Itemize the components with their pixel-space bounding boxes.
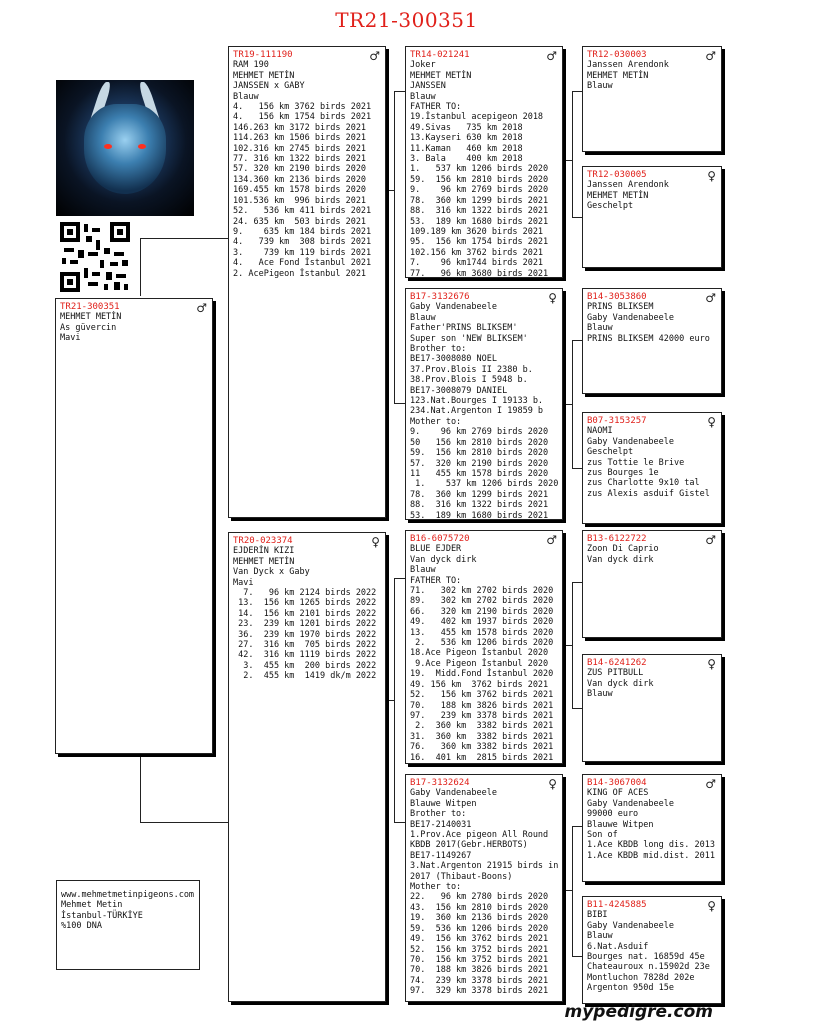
detail-line: Brother to:	[410, 344, 467, 355]
detail-line: 169.455 km 1578 birds 2020	[233, 185, 367, 196]
female-sex-icon: ♀	[707, 415, 716, 429]
detail-line: BE17-1149267	[410, 850, 472, 861]
detail-line: JANSSEN	[410, 81, 446, 92]
detail-line: 70. 188 km 3826 birds 2021	[410, 965, 549, 976]
detail-line: 19. Midd.Fond İstanbul 2020	[410, 669, 554, 680]
female-sex-icon: ♀	[371, 535, 380, 549]
detail-line: 53. 189 km 1680 birds 2021	[410, 216, 549, 227]
detail-line: 49. 402 km 1937 birds 2020	[410, 617, 554, 628]
detail-line: PRINS BLIKSEM	[587, 302, 654, 313]
detail-line: Mother to:	[410, 416, 462, 427]
detail-line: Blauwe Witpen	[410, 798, 477, 809]
detail-line: Blauw	[410, 312, 436, 323]
detail-line: 6.Nat.Asduif	[587, 941, 649, 952]
gen3-pigeon-card[interactable]	[582, 530, 722, 638]
detail-line: Janssen Arendonk	[587, 180, 669, 191]
male-sex-icon: ♂	[705, 291, 716, 305]
detail-line: 3. Bala 400 km 2018	[410, 154, 523, 165]
detail-line: Blauwe Witpen	[587, 819, 654, 830]
gen2-pigeon-card[interactable]	[405, 530, 563, 764]
connector-line	[572, 468, 582, 469]
detail-line: 49.Sivas 735 km 2018	[410, 122, 523, 133]
detail-line: 19.İstanbul acepigeon 2018	[410, 112, 544, 123]
detail-line: 2. 360 km 3382 birds 2021	[410, 721, 554, 732]
connector-line	[140, 238, 141, 296]
ring-number: B13-6122722	[587, 534, 647, 544]
detail-line: Gaby Vandenabeele	[410, 302, 497, 313]
detail-line: Argenton 950d 15e	[587, 983, 674, 994]
connector-line	[564, 890, 573, 891]
detail-line: Mother to:	[410, 882, 462, 893]
detail-line: Mavi	[60, 333, 81, 344]
detail-line: 99000 euro	[587, 809, 639, 820]
detail-line: KING OF ACES	[587, 788, 649, 799]
owner-dna: %100 DNA	[61, 921, 102, 932]
detail-line: Super son 'NEW BLIKSEM'	[410, 333, 528, 344]
detail-line: Blauw	[410, 565, 436, 576]
detail-line: Father'PRINS BLIKSEM'	[410, 323, 518, 334]
detail-line: 71. 302 km 2702 birds 2020	[410, 586, 554, 597]
ring-number: B17-3132676	[410, 292, 470, 302]
connector-line	[564, 160, 573, 161]
ring-number: TR14-021241	[410, 50, 470, 60]
detail-line: 2. AcePigeon İstanbul 2021	[233, 268, 367, 279]
detail-line: Chateauroux n.15902d 23e	[587, 962, 710, 973]
detail-line: NAOMI	[587, 426, 613, 437]
gen1-pigeon-card[interactable]	[228, 532, 386, 1002]
detail-line: MEHMET METİN	[233, 70, 295, 81]
female-sex-icon: ♀	[707, 657, 716, 671]
detail-line: 59. 156 km 2810 birds 2020	[410, 448, 549, 459]
detail-line: 27. 316 km 705 birds 2022	[233, 640, 377, 651]
connector-line	[140, 822, 228, 823]
detail-line: 59. 156 km 2810 birds 2020	[410, 174, 549, 185]
detail-line: Bourges nat. 16859d 45e	[587, 952, 705, 963]
detail-line: Mavi	[233, 577, 254, 588]
detail-line: FATHER TO:	[410, 102, 462, 113]
detail-line: 74. 239 km 3378 birds 2021	[410, 975, 549, 986]
ring-number: B14-6241262	[587, 658, 647, 668]
gen3-pigeon-card[interactable]	[582, 412, 722, 524]
detail-line: MEHMET METİN	[60, 312, 122, 323]
detail-line: 43. 156 km 2810 birds 2020	[410, 902, 549, 913]
dragon-logo	[56, 80, 194, 216]
owner-location: İstanbul-TÜRKİYE	[61, 910, 143, 921]
detail-line: 38.Prov.Blois I 5948 b.	[410, 375, 528, 386]
owner-name: Mehmet Metin	[61, 900, 123, 911]
detail-line: zus Tottie le Brive	[587, 457, 685, 468]
male-sex-icon: ♂	[705, 49, 716, 63]
detail-line: 146.263 km 3172 birds 2021	[233, 122, 367, 133]
male-sex-icon: ♂	[546, 533, 557, 547]
detail-line: 109.189 km 3620 birds 2021	[410, 226, 544, 237]
ring-number: B16-6075720	[410, 534, 470, 544]
ring-number: TR21-300351	[60, 302, 120, 312]
detail-line: KBDB 2017(Gebr.HERBOTS)	[410, 840, 528, 851]
detail-line: Blauw	[587, 81, 613, 92]
female-sex-icon: ♀	[707, 899, 716, 913]
detail-line: Blauw	[410, 91, 436, 102]
female-sex-icon: ♀	[548, 777, 557, 791]
detail-line: 3. 739 km 119 birds 2021	[233, 247, 372, 258]
detail-line: Gaby Vandenabeele	[410, 788, 497, 799]
gen3-pigeon-card[interactable]	[582, 654, 722, 762]
detail-line: Gaby Vandenabeele	[587, 312, 674, 323]
male-sex-icon: ♂	[369, 49, 380, 63]
pigeon-details	[60, 312, 208, 343]
connector-line	[564, 645, 573, 646]
detail-line: 97. 239 km 3378 birds 2021	[410, 710, 554, 721]
detail-line: 4. Ace Fond İstanbul 2021	[233, 258, 372, 269]
detail-line: 13. 156 km 1265 birds 2022	[233, 598, 377, 609]
detail-line: 23. 239 km 1201 birds 2022	[233, 619, 377, 630]
connector-line	[572, 91, 573, 217]
detail-line: 36. 239 km 1970 birds 2022	[233, 629, 377, 640]
detail-line: BE17-3008080 NOEL	[410, 354, 497, 365]
subject-pigeon-card[interactable]	[55, 298, 213, 754]
detail-line: 31. 360 km 3382 birds 2021	[410, 731, 554, 742]
detail-line: 134.360 km 2136 birds 2020	[233, 174, 367, 185]
detail-line: Gaby Vandenabeele	[587, 436, 674, 447]
detail-line: Gaby Vandenabeele	[587, 920, 674, 931]
detail-line: 70. 188 km 3826 birds 2021	[410, 700, 554, 711]
detail-line: 59. 536 km 1206 birds 2020	[410, 923, 549, 934]
connector-line	[394, 822, 405, 823]
connector-line	[572, 826, 573, 956]
detail-line: Van dyck dirk	[587, 678, 654, 689]
detail-line: 4. 156 km 1754 birds 2021	[233, 112, 372, 123]
detail-line: RAM 190	[233, 60, 269, 71]
detail-line: 2. 455 km 1419 dk/m 2022	[233, 671, 377, 682]
detail-line: 78. 360 km 1299 birds 2021	[410, 489, 549, 500]
detail-line: Blauw	[587, 689, 613, 700]
detail-line: MEHMET METİN	[233, 556, 295, 567]
detail-line: 7. 96 km1744 birds 2021	[410, 258, 544, 269]
detail-line: 53. 189 km 1680 birds 2021	[410, 510, 549, 520]
detail-line: 1. 537 km 1206 birds 2020	[410, 164, 549, 175]
ring-number: TR20-023374	[233, 536, 293, 546]
gen3-pigeon-card[interactable]	[582, 46, 722, 152]
detail-line: 4. 739 km 308 birds 2021	[233, 237, 372, 248]
detail-line: 89. 302 km 2702 birds 2020	[410, 596, 554, 607]
detail-line: 24. 635 km 503 birds 2021	[233, 216, 367, 227]
detail-line: Janssen Arendonk	[587, 60, 669, 71]
detail-line: 49. 156 km 3762 birds 2021	[410, 934, 549, 945]
connector-line	[394, 91, 395, 403]
detail-line: 50 156 km 2810 birds 2020	[410, 437, 549, 448]
detail-line: 42. 316 km 1119 birds 2022	[233, 650, 377, 661]
connector-line	[564, 404, 573, 405]
detail-line: As güvercin	[60, 322, 117, 333]
detail-line: 77. 96 km 3680 birds 2021	[410, 268, 549, 278]
owner-website: www.mehmetmetinpigeons.com	[61, 890, 195, 900]
detail-line: BE17-3008079 DANIEL	[410, 385, 508, 396]
detail-line: 49. 156 km 3762 birds 2021	[410, 679, 549, 690]
detail-line: Geschelpt	[587, 201, 634, 212]
female-sex-icon: ♀	[707, 169, 716, 183]
detail-line: Brother to:	[410, 809, 467, 820]
detail-line: Blauw	[233, 91, 259, 102]
detail-line: Zoon Di Caprio	[587, 544, 659, 555]
detail-line: Montluchon 7828d 202e	[587, 972, 695, 983]
male-sex-icon: ♂	[705, 533, 716, 547]
detail-line: 123.Nat.Bourges I 19133 b.	[410, 396, 544, 407]
detail-line: zus Alexis asduif Gistel	[587, 488, 710, 499]
detail-line: Geschelpt	[587, 447, 634, 458]
gen3-pigeon-card[interactable]	[582, 288, 722, 394]
connector-line	[572, 217, 582, 218]
detail-line: ZUS PITBULL	[587, 668, 644, 679]
connector-line	[394, 403, 405, 404]
detail-line: Blauw	[587, 323, 613, 334]
gen2-pigeon-card[interactable]	[405, 774, 563, 1002]
detail-line: 13. 455 km 1578 birds 2020	[410, 627, 554, 638]
detail-line: 52. 536 km 411 birds 2021	[233, 206, 372, 217]
detail-line: Blauw	[587, 931, 613, 942]
detail-line: Son of	[587, 830, 618, 841]
detail-line: 2017 (Thibaut-Boons)	[410, 871, 513, 882]
detail-line: 234.Nat.Argenton I 19859 b	[410, 406, 544, 417]
qr-code[interactable]	[60, 222, 130, 292]
ring-number: B17-3132624	[410, 778, 470, 788]
connector-line	[572, 956, 582, 957]
footer-brand[interactable]: mypedigre.com	[564, 1002, 713, 1022]
connector-line	[140, 238, 228, 239]
detail-line: 9.Ace Pigeon İstanbul 2020	[410, 658, 549, 669]
gen2-pigeon-card[interactable]	[405, 46, 563, 278]
detail-line: 9. 96 km 2769 birds 2020	[410, 427, 549, 438]
male-sex-icon: ♂	[705, 777, 716, 791]
detail-line: 101.536 km 996 birds 2021	[233, 195, 367, 206]
detail-line: BLUE EJDER	[410, 544, 462, 555]
connector-line	[572, 708, 582, 709]
detail-line: 11.Kaman 460 km 2018	[410, 143, 523, 154]
detail-line: 88. 316 km 1322 birds 2021	[410, 500, 549, 511]
detail-line: 1.Prov.Ace pigeon All Round	[410, 830, 549, 841]
connector-line	[572, 826, 582, 827]
detail-line: Gaby Vandenabeele	[587, 798, 674, 809]
detail-line: 1. 537 km 1206 birds 2020	[410, 479, 559, 490]
male-sex-icon: ♂	[546, 49, 557, 63]
dragon-head-shape	[84, 104, 166, 194]
connector-line	[572, 91, 582, 92]
detail-line: 13.Kayseri 630 km 2018	[410, 133, 523, 144]
detail-line: JANSSEN x GABY	[233, 81, 305, 92]
gen3-pigeon-card[interactable]	[582, 166, 722, 268]
detail-line: 16. 401 km 2815 birds 2021	[410, 752, 554, 763]
female-sex-icon: ♀	[548, 291, 557, 305]
connector-line	[394, 578, 405, 579]
detail-line: zus Bourges 1e	[587, 468, 659, 479]
detail-line: PRINS BLIKSEM 42000 euro	[587, 333, 710, 344]
detail-line: 1.Ace KBDB mid.dist. 2011	[587, 850, 715, 861]
owner-info-box	[56, 880, 200, 970]
detail-line: 1.Ace KBDB long dis. 2013	[587, 840, 715, 851]
ring-number: TR12-030005	[587, 170, 647, 180]
connector-line	[386, 700, 395, 701]
connector-line	[572, 582, 582, 583]
detail-line: 18.Ace Pigeon İstanbul 2020	[410, 648, 549, 659]
detail-line: MEHMET METİN	[587, 190, 649, 201]
detail-line: 76. 360 km 3382 birds 2021	[410, 742, 554, 753]
connector-line	[386, 190, 395, 191]
male-sex-icon: ♂	[196, 301, 207, 315]
detail-line: 37.Prov.Blois II 2380 b.	[410, 364, 533, 375]
detail-line: 102.316 km 2745 birds 2021	[233, 143, 367, 154]
ring-number: B14-3053860	[587, 292, 647, 302]
dragon-eye	[104, 144, 112, 149]
detail-line: zus Charlotte 9x10 tal	[587, 478, 700, 489]
gen2-pigeon-card[interactable]	[405, 288, 563, 520]
detail-line: 9. 96 km 2769 birds 2020	[410, 185, 549, 196]
detail-line: Van Dyck x Gaby	[233, 567, 310, 578]
detail-line: EJDERİN KIZI	[233, 546, 295, 557]
ring-number: B07-3153257	[587, 416, 647, 426]
detail-line: MEHMET METİN	[410, 70, 472, 81]
detail-line: 22. 96 km 2780 birds 2020	[410, 892, 549, 903]
ring-number: B14-3067004	[587, 778, 647, 788]
detail-line: 3. 455 km 200 birds 2022	[233, 660, 377, 671]
gen1-pigeon-card[interactable]	[228, 46, 386, 518]
detail-line: 97. 329 km 3378 birds 2021	[410, 986, 549, 997]
detail-line: 52. 156 km 3762 birds 2021	[410, 690, 554, 701]
connector-line	[394, 91, 405, 92]
detail-line: 19. 360 km 2136 birds 2020	[410, 913, 549, 924]
ring-number: TR12-030003	[587, 50, 647, 60]
detail-line: 52. 156 km 3752 birds 2021	[410, 944, 549, 955]
detail-line: 14. 156 km 2101 birds 2022	[233, 608, 377, 619]
detail-line: 57. 320 km 2190 birds 2020	[233, 164, 367, 175]
detail-line: BE17-2140031	[410, 819, 472, 830]
detail-line: 114.263 km 1506 birds 2021	[233, 133, 367, 144]
detail-line: 11 455 km 1578 birds 2020	[410, 468, 549, 479]
detail-line: 70. 156 km 3752 birds 2021	[410, 954, 549, 965]
detail-line: 95. 156 km 1754 birds 2021	[410, 237, 549, 248]
ring-number: TR19-111190	[233, 50, 293, 60]
dragon-eye	[138, 144, 146, 149]
detail-line: 66. 320 km 2190 birds 2020	[410, 606, 554, 617]
detail-line: MEHMET METİN	[587, 70, 649, 81]
connector-line	[572, 340, 582, 341]
detail-line: Van dyck dirk	[587, 554, 654, 565]
detail-line: 57. 320 km 2190 birds 2020	[410, 458, 549, 469]
gen3-pigeon-card[interactable]	[582, 896, 722, 1004]
detail-line: 9. 635 km 184 birds 2021	[233, 226, 372, 237]
detail-line: 78. 360 km 1299 birds 2021	[410, 195, 549, 206]
gen3-pigeon-card[interactable]	[582, 774, 722, 882]
pedigree-title: TR21-300351	[335, 8, 478, 32]
detail-line: 2. 536 km 1206 birds 2020	[410, 638, 554, 649]
detail-line: Van dyck dirk	[410, 554, 477, 565]
detail-line: 102.156 km 3762 birds 2021	[410, 247, 544, 258]
ring-number: B11-4245885	[587, 900, 647, 910]
detail-line: BIBI	[587, 910, 608, 921]
detail-line: 4. 156 km 3762 birds 2021	[233, 102, 372, 113]
detail-line: 88. 316 km 1322 birds 2021	[410, 206, 549, 217]
detail-line: Joker	[410, 60, 436, 71]
detail-line: 77. 316 km 1322 birds 2021	[233, 154, 367, 165]
connector-line	[140, 755, 141, 822]
detail-line: 3.Nat.Argenton 21915 birds in	[410, 861, 559, 872]
detail-line: FATHER TO:	[410, 575, 462, 586]
detail-line: 7. 96 km 2124 birds 2022	[233, 588, 377, 599]
